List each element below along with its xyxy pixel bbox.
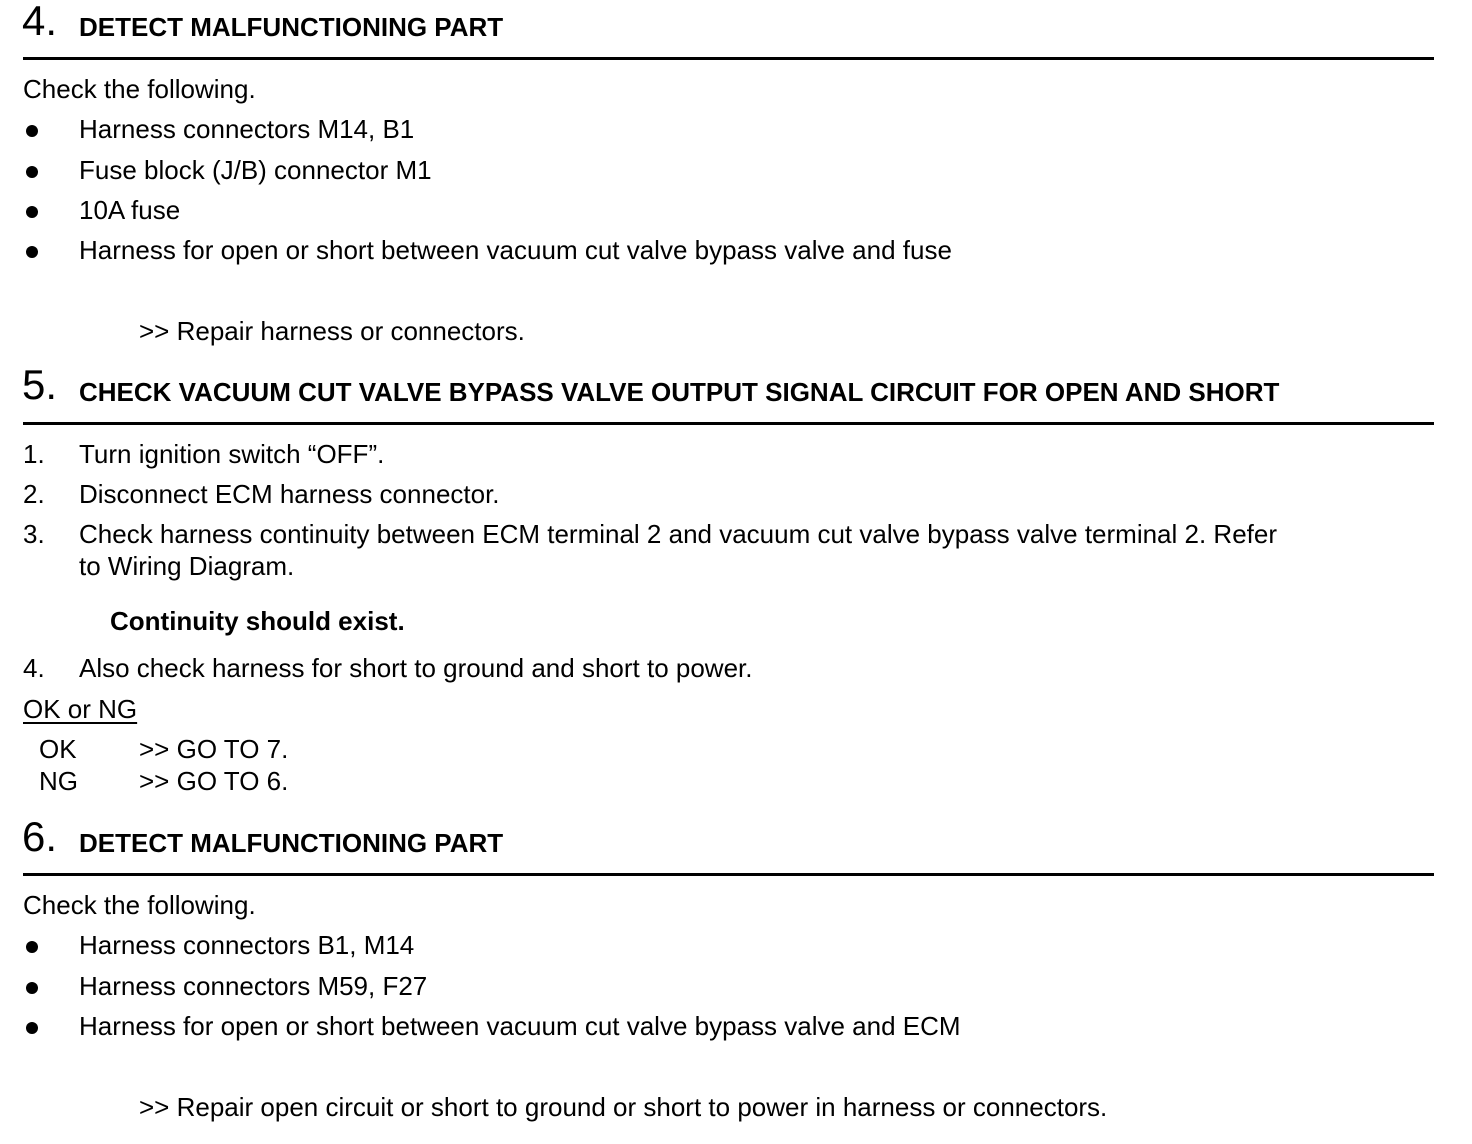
bullet-icon <box>26 941 38 953</box>
step-4-title: DETECT MALFUNCTIONING PART <box>79 12 504 42</box>
step-5-item-number: 1. <box>23 439 45 469</box>
step-5-item: Check harness continuity between ECM terminal 2 and vacuum cut valve bypass valve terminal 2. Refer <box>79 519 1278 549</box>
step-5-item-number: 4. <box>23 653 45 683</box>
step-5-item: Also check harness for short to ground and short to power. <box>79 653 753 683</box>
bullet-icon <box>26 125 38 137</box>
step-4-number: 4. <box>22 0 58 44</box>
step-5-title: CHECK VACUUM CUT VALVE BYPASS VALVE OUTPUT SIGNAL CIRCUIT FOR OPEN AND SHORT <box>79 377 1280 407</box>
step-4-action: >> Repair harness or connectors. <box>139 316 525 346</box>
step-4-item: Fuse block (J/B) connector M1 <box>79 155 432 185</box>
step-6-action: >> Repair open circuit or short to ground or short to power in harness or connectors. <box>139 1092 1108 1122</box>
step-6-item: Harness connectors M59, F27 <box>79 971 428 1001</box>
bullet-icon <box>26 206 38 218</box>
bullet-icon <box>26 1022 38 1034</box>
step-4-item: 10A fuse <box>79 195 181 225</box>
step-5-spec: Continuity should exist. <box>110 606 405 636</box>
step-4-divider <box>23 57 1434 60</box>
decision-label: OK or NG <box>23 694 138 724</box>
step-6-item: Harness connectors B1, M14 <box>79 930 415 960</box>
result-action-ok: >> GO TO 7. <box>139 734 289 764</box>
step-6-number: 6. <box>22 813 58 860</box>
result-action-ng: >> GO TO 6. <box>139 766 289 796</box>
result-label-ng: NG <box>39 766 78 796</box>
bullet-icon <box>26 982 38 994</box>
step-5-item-number: 3. <box>23 519 45 549</box>
bullet-icon <box>26 246 38 258</box>
step-5-number: 5. <box>22 361 58 408</box>
bullet-icon <box>26 166 38 178</box>
step-4-item: Harness for open or short between vacuum cut valve bypass valve and fuse <box>79 235 952 265</box>
step-5-item: Turn ignition switch “OFF”. <box>79 439 385 469</box>
step-5-item-continuation: to Wiring Diagram. <box>79 551 295 581</box>
step-6-intro: Check the following. <box>23 890 256 920</box>
step-4-intro: Check the following. <box>23 74 256 104</box>
result-label-ok: OK <box>39 734 77 764</box>
step-5-divider <box>23 422 1434 425</box>
step-6-item: Harness for open or short between vacuum cut valve bypass valve and ECM <box>79 1011 961 1041</box>
step-5-item: Disconnect ECM harness connector. <box>79 479 500 509</box>
step-5-item-number: 2. <box>23 479 45 509</box>
step-4-item: Harness connectors M14, B1 <box>79 114 415 144</box>
step-6-title: DETECT MALFUNCTIONING PART <box>79 828 504 858</box>
step-6-divider <box>23 873 1434 876</box>
